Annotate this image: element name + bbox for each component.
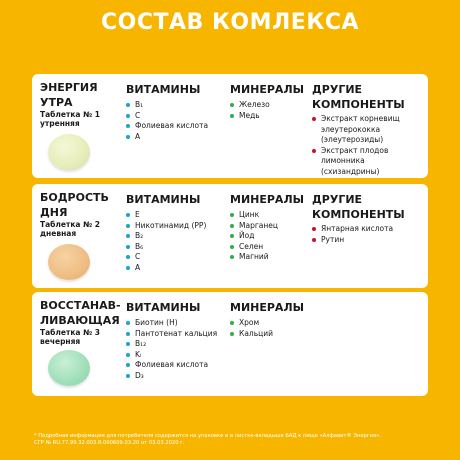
list-item: B₂ xyxy=(126,231,206,242)
tablet-subtitle xyxy=(40,328,126,346)
list-item: A xyxy=(126,263,206,274)
list-item: Никотинамид (PP) xyxy=(126,221,206,232)
tablet-name-line2: УТРА xyxy=(40,96,73,109)
other-components-list xyxy=(312,224,393,245)
tablet-subtitle xyxy=(40,110,126,128)
list-item: C xyxy=(126,111,208,122)
minerals-header: МИНЕРАЛЫ xyxy=(230,301,304,314)
tablet-name-line1: ВОССТАНАВ- xyxy=(40,299,121,312)
tablet-name-line2: ДНЯ xyxy=(40,206,68,219)
list-item: B₆ xyxy=(126,242,206,253)
tablet-time: утренняя xyxy=(40,119,80,128)
minerals-list xyxy=(230,100,270,121)
tablet-name-line1: ЭНЕРГИЯ xyxy=(40,81,98,94)
other-header-line2: КОМПОНЕНТЫ xyxy=(312,98,405,111)
list-item: Цинк xyxy=(230,210,278,221)
list-item: B₁ xyxy=(126,100,208,111)
other-components-header xyxy=(312,82,405,112)
tablet-name xyxy=(40,298,126,328)
tablet-card-morning xyxy=(32,74,428,178)
list-item xyxy=(312,114,400,146)
other-components-list xyxy=(312,114,400,177)
list-item: D₃ xyxy=(126,371,217,382)
tablet-number: Таблетка № 2 xyxy=(40,220,100,229)
tablet-name xyxy=(40,80,126,110)
list-item: Магний xyxy=(230,252,278,263)
other-header-line1: ДРУГИЕ xyxy=(312,83,363,96)
footnote-line1: * Подробная информация для потребителя содержится на упаковке и в листке-вкладыше БАД к пище «Алфавит® Энергия». xyxy=(34,433,381,439)
list-item-line: лимонника xyxy=(321,156,365,165)
tablet-pill-image xyxy=(48,134,90,170)
footnote-line2: СГР № RU.77.99.32.003.R.000609.03.20 от 03.03.2020 г. xyxy=(34,440,185,446)
other-components-header xyxy=(312,192,405,222)
minerals-list xyxy=(230,210,278,263)
other-header-line2: КОМПОНЕНТЫ xyxy=(312,208,405,221)
vitamins-list xyxy=(126,318,217,381)
tablet-name-line2: ЛИВАЮЩАЯ xyxy=(40,314,120,327)
list-item: Фолиевая кислота xyxy=(126,121,208,132)
minerals-header: МИНЕРАЛЫ xyxy=(230,193,304,206)
minerals-list xyxy=(230,318,273,339)
list-item: Медь xyxy=(230,111,270,122)
tablet-card-day xyxy=(32,184,428,288)
list-item: A xyxy=(126,132,208,143)
page-title: СОСТАВ КОМЛЕКСА xyxy=(101,10,359,35)
list-item: Железо xyxy=(230,100,270,111)
list-item: C xyxy=(126,252,206,263)
tablet-number: Таблетка № 3 xyxy=(40,328,100,337)
list-item: Селен xyxy=(230,242,278,253)
list-item: Фолиевая кислота xyxy=(126,360,217,371)
list-item-line: Экстракт плодов xyxy=(321,145,389,155)
list-item-line: (элеутерозиды) xyxy=(321,135,384,144)
tablet-pill-image xyxy=(48,350,90,386)
tablet-name xyxy=(40,190,126,220)
list-item xyxy=(312,146,400,178)
tablet-name-line1: БОДРОСТЬ xyxy=(40,191,109,204)
list-item: E xyxy=(126,210,206,221)
tablet-subtitle xyxy=(40,220,126,238)
tablet-pill-image xyxy=(48,244,90,280)
list-item: Янтарная кислота xyxy=(312,224,393,235)
vitamins-header: ВИТАМИНЫ xyxy=(126,83,201,96)
list-item-line: (схизандрины) xyxy=(321,166,380,176)
list-item: Хром xyxy=(230,318,273,329)
list-item-line: Экстракт корневищ xyxy=(321,114,400,123)
vitamins-list xyxy=(126,210,206,273)
list-item: Кальций xyxy=(230,329,273,340)
minerals-header: МИНЕРАЛЫ xyxy=(230,83,304,96)
list-item: Kₗ xyxy=(126,350,217,361)
list-item: Йод xyxy=(230,231,278,242)
tablet-card-evening xyxy=(32,292,428,396)
vitamins-list xyxy=(126,100,208,142)
list-item: B₁₂ xyxy=(126,339,217,350)
list-item: Марганец xyxy=(230,221,278,232)
tablet-number: Таблетка № 1 xyxy=(40,110,100,119)
tablet-time: дневная xyxy=(40,229,77,238)
other-header-line1: ДРУГИЕ xyxy=(312,193,363,206)
list-item: Рутин xyxy=(312,235,393,246)
list-item: Пантотенат кальция xyxy=(126,329,217,340)
tablet-time: вечерняя xyxy=(40,337,81,346)
list-item: Биотин (H) xyxy=(126,318,217,329)
list-item-line: элеутерококка xyxy=(321,124,381,134)
footnote xyxy=(34,433,434,447)
vitamins-header: ВИТАМИНЫ xyxy=(126,301,201,314)
vitamins-header: ВИТАМИНЫ xyxy=(126,193,201,206)
